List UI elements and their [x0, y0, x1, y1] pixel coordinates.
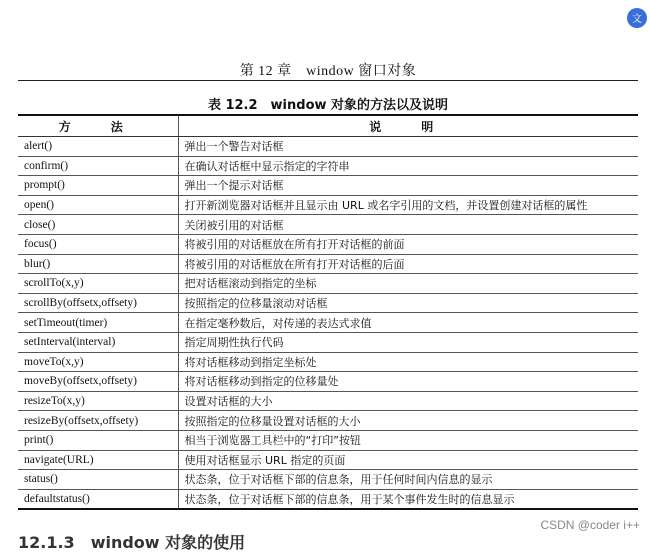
- column-header-description: 说 明: [178, 115, 638, 137]
- chapter-title: 第 12 章 window 窗口对象: [239, 64, 417, 79]
- column-header-method: 方 法: [18, 115, 178, 137]
- methods-table: [18, 114, 638, 510]
- method-cell: setTimeout(timer): [18, 313, 178, 333]
- table-row: [18, 391, 638, 411]
- table-row: [18, 313, 638, 333]
- description-cell: 将被引用的对话框放在所有打开对话框的后面: [178, 254, 638, 274]
- table-row: [18, 450, 638, 470]
- table-row: [18, 234, 638, 254]
- method-cell: moveTo(x,y): [18, 352, 178, 372]
- method-cell: focus(): [18, 234, 178, 254]
- description-cell: 相当于浏览器工具栏中的“打印”按钮: [178, 430, 638, 450]
- description-cell: 将被引用的对话框放在所有打开对话框的前面: [178, 234, 638, 254]
- table-row: [18, 176, 638, 196]
- method-cell: resizeTo(x,y): [18, 391, 178, 411]
- method-cell: confirm(): [18, 156, 178, 176]
- svg-text:文: 文: [632, 14, 642, 24]
- table-row: [18, 430, 638, 450]
- table-row: [18, 195, 638, 215]
- method-cell: open(): [18, 195, 178, 215]
- description-cell: 状态条，位于对话框下部的信息条，用于某个事件发生时的信息显示: [178, 489, 638, 509]
- table-caption: 表 12.2 window 对象的方法以及说明: [207, 98, 449, 113]
- table-row: [18, 352, 638, 372]
- table-row: [18, 489, 638, 509]
- method-cell: resizeBy(offsetx,offsety): [18, 411, 178, 431]
- method-cell: defaultstatus(): [18, 489, 178, 509]
- table-row: [18, 293, 638, 313]
- table-row: [18, 274, 638, 294]
- description-cell: 在指定毫秒数后，对传递的表达式求值: [178, 313, 638, 333]
- method-cell: scrollBy(offsetx,offsety): [18, 293, 178, 313]
- table-row: [18, 411, 638, 431]
- table-row: [18, 470, 638, 490]
- page-header: [18, 58, 638, 81]
- next-section-heading: 12.1.3 window 对象的使用: [18, 533, 246, 552]
- table-row: [18, 254, 638, 274]
- method-cell: print(): [18, 430, 178, 450]
- description-cell: 关闭被引用的对话框: [178, 215, 638, 235]
- method-cell: prompt(): [18, 176, 178, 196]
- method-cell: setInterval(interval): [18, 332, 178, 352]
- description-cell: 将对话框移动到指定坐标处: [178, 352, 638, 372]
- description-cell: 使用对话框显示 URL 指定的页面: [178, 450, 638, 470]
- method-cell: alert(): [18, 137, 178, 157]
- table-row: [18, 332, 638, 352]
- description-cell: 指定周期性执行代码: [178, 332, 638, 352]
- method-cell: navigate(URL): [18, 450, 178, 470]
- method-cell: status(): [18, 470, 178, 490]
- description-cell: 打开新浏览器对话框并且显示由 URL 或名字引用的文档，并设置创建对话框的属性: [178, 195, 638, 215]
- description-cell: 设置对话框的大小: [178, 391, 638, 411]
- description-cell: 按照指定的位移量设置对话框的大小: [178, 411, 638, 431]
- description-cell: 弹出一个警告对话框: [178, 137, 638, 157]
- table-row: [18, 156, 638, 176]
- table-row: [18, 215, 638, 235]
- description-cell: 在确认对话框中显示指定的字符串: [178, 156, 638, 176]
- method-cell: scrollTo(x,y): [18, 274, 178, 294]
- description-cell: 把对话框滚动到指定的坐标: [178, 274, 638, 294]
- translate-icon[interactable]: [627, 8, 647, 28]
- description-cell: 弹出一个提示对话框: [178, 176, 638, 196]
- table-header-row: [18, 115, 638, 137]
- table-row: [18, 372, 638, 392]
- description-cell: 按照指定的位移量滚动对话框: [178, 293, 638, 313]
- method-cell: blur(): [18, 254, 178, 274]
- watermark: CSDN @coder i++: [540, 518, 640, 532]
- description-cell: 将对话框移动到指定的位移量处: [178, 372, 638, 392]
- method-cell: close(): [18, 215, 178, 235]
- table-row: [18, 137, 638, 157]
- method-cell: moveBy(offsetx,offsety): [18, 372, 178, 392]
- description-cell: 状态条，位于对话框下部的信息条，用于任何时间内信息的显示: [178, 470, 638, 490]
